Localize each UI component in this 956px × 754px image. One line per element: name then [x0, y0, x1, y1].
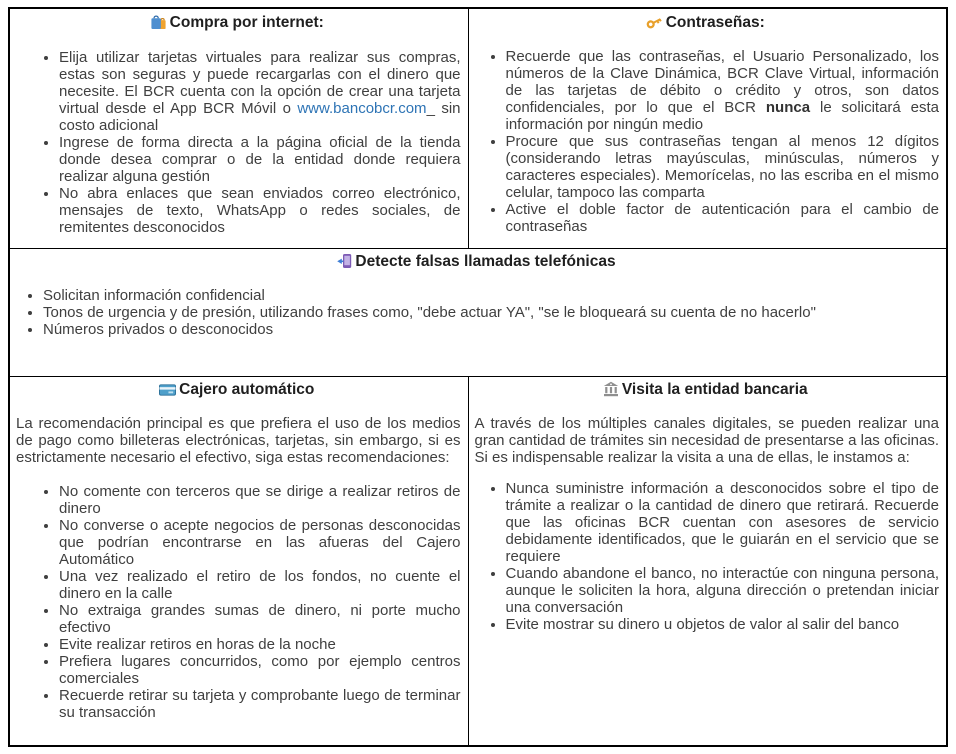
section-title-text: Cajero automático	[179, 380, 315, 398]
list-item: • Procure que sus contraseñas tengan al menos 12 dígitos (considerando letras mayúsculas, minúsculas, números y caracteres especiales). Memorícelas, no las escriba en el mismo celular, tampoco las comparta	[506, 133, 940, 201]
section-title-text: Visita la entidad bancaria	[621, 380, 808, 398]
bullet-text: Elija utilizar tarjetas virtuales para realizar sus compras, estas son seguras y puede recargarlas con el dinero que necesite. El BCR cuenta con la opción de crear una tarjeta virtual desde el App BCR Móvil o	[59, 49, 461, 117]
list-item: • No comente con terceros que se dirige a realizar retiros de dinero	[59, 483, 461, 517]
section-title-text: Detecte falsas llamadas telefónicas	[355, 252, 616, 270]
bullet-text: Recuerde que las contraseñas, el Usuario Personalizado, los números de la Clave Dinámica, BCR Clave Virtual, información de las tarjetas de débito o crédito y otros, son datos confidenciales, por lo que el BCR	[505, 48, 939, 116]
list-item: • Prefiera lugares concurridos, como por ejemplo centros comerciales	[59, 653, 461, 687]
list-item	[506, 48, 940, 133]
section-title	[13, 13, 461, 34]
section-intro: La recomendación principal es que prefiera el uso de los medios de pago como billeteras electrónicas, tarjetas, sin embargo, si es estrictamente necesario el efectivo, siga estas recomendaciones:	[16, 414, 461, 466]
list-item: • Una vez realizado el retiro de los fondos, no cuente el dinero en la calle	[59, 568, 461, 602]
section-visita-entidad-bancaria	[468, 376, 947, 746]
list-item: • Solicitan información confidencial	[43, 287, 939, 304]
list-item: • Recuerde retirar su tarjeta y comprobante luego de terminar su transacción	[59, 687, 461, 721]
section-title	[13, 381, 461, 401]
bullet-text: _ sin costo adicional	[59, 100, 461, 134]
list-item: • Nunca suministre información a desconocidos sobre el tipo de trámite a realizar o la cantidad de dinero que retirará. Recuerde que las oficinas BCR cuentan con asesores de servicio debidamente identificados, que le guiarán en el servicio que se requiere	[506, 480, 940, 565]
section-title	[472, 381, 940, 401]
list-item: • Ingrese de forma directa a la página oficial de la tienda donde desea comprar o de la entidad donde requiera realizar alguna gestión	[59, 134, 461, 185]
key-icon	[646, 13, 663, 34]
section-title	[472, 13, 940, 34]
bank-icon	[603, 381, 619, 401]
emphasis-text: nunca	[765, 99, 811, 116]
section-cajero-automatico	[9, 376, 468, 746]
list-item: • Evite mostrar su dinero u objetos de valor al salir del banco	[506, 616, 940, 633]
credit-card-icon	[159, 383, 176, 401]
list-item: • Números privados o desconocidos	[43, 321, 939, 338]
bancobcr-link[interactable]: www.bancobcr.com	[297, 100, 427, 117]
list-item: • Tonos de urgencia y de presión, utilizando frases como, "debe actuar YA", "se le bloqueará su cuenta de no hacerlo"	[43, 304, 939, 321]
list-item: • Cuando abandone el banco, no interactúe con ninguna persona, aunque le soliciten la hora, alguna dirección o pretendan iniciar una conversación	[506, 565, 940, 616]
list-item: • No converse o acepte negocios de personas desconocidas que podrían encontrarse en las afueras del Cajero Automático	[59, 517, 461, 568]
list-item: • No abra enlaces que sean enviados correo electrónico, mensajes de texto, WhatsApp o redes sociales, de remitentes desconocidos	[59, 185, 461, 236]
tips-table	[8, 7, 948, 747]
mobile-phone-arrow-icon	[336, 253, 352, 273]
bullet-text: le solicitará esta información por ningún medio	[505, 99, 940, 133]
section-title	[13, 253, 939, 273]
section-title-text: Contraseñas:	[665, 14, 765, 31]
section-intro: A través de los múltiples canales digitales, se pueden realizar una gran cantidad de trámites sin necesidad de presentarse a las oficinas. Si es indispensable realizar la visita a una de ellas, le instamos a:	[474, 414, 939, 466]
section-llamadas-telefonicas	[9, 248, 947, 376]
section-title-text: Compra por internet:	[169, 14, 324, 31]
list-item: • Active el doble factor de autenticación para el cambio de contraseñas	[506, 201, 940, 235]
list-item: • Evite realizar retiros en horas de la noche	[59, 636, 461, 653]
section-compra-por-internet	[9, 8, 468, 248]
list-item: • No extraiga grandes sumas de dinero, ni porte mucho efectivo	[59, 602, 461, 636]
section-contrasenas	[468, 8, 947, 248]
shopping-bags-icon	[150, 13, 167, 34]
list-item	[59, 49, 461, 134]
